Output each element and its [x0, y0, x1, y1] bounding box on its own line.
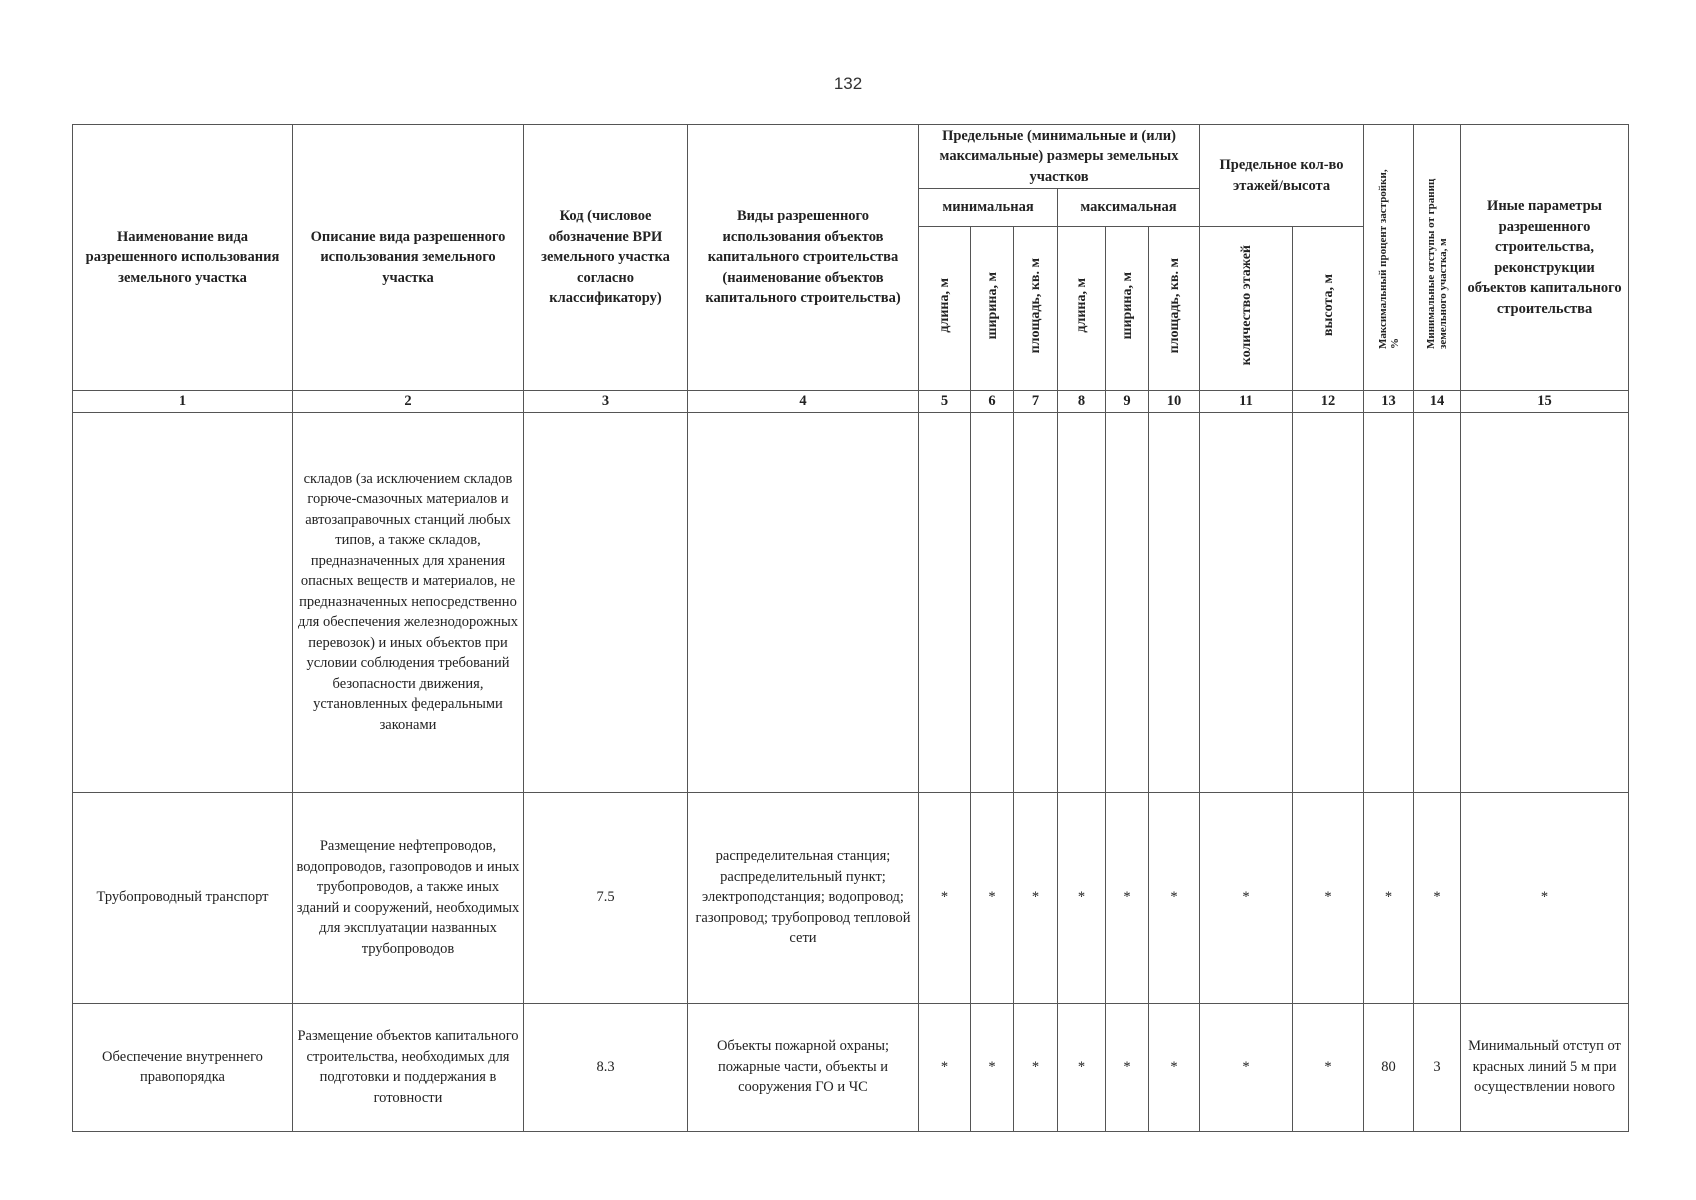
header-max-area: площадь, кв. м [1149, 227, 1200, 391]
col-number: 12 [1293, 391, 1364, 413]
build-percent-cell [1364, 412, 1414, 792]
header-build-percent: Максимальный процент застройки, % [1364, 125, 1414, 391]
height-cell: * [1293, 792, 1364, 1003]
use-name-cell [73, 412, 293, 792]
min-width-cell [971, 412, 1014, 792]
header-max-width: ширина, м [1106, 227, 1149, 391]
col-number: 3 [524, 391, 688, 413]
other-params-cell: * [1461, 792, 1629, 1003]
col-number: 7 [1014, 391, 1058, 413]
col-number: 6 [971, 391, 1014, 413]
col-number: 13 [1364, 391, 1414, 413]
max-length-cell: * [1058, 1003, 1106, 1131]
header-description: Описание вида разрешенного использования земельного участка [293, 125, 524, 391]
objects-cell [688, 412, 919, 792]
floors-cell: * [1200, 792, 1293, 1003]
min-length-cell: * [919, 1003, 971, 1131]
max-area-cell: * [1149, 1003, 1200, 1131]
column-numbers-row [73, 391, 1629, 413]
height-cell [1293, 412, 1364, 792]
header-row-1 [73, 125, 1629, 189]
col-number: 9 [1106, 391, 1149, 413]
page-number: 132 [833, 74, 863, 93]
height-cell: * [1293, 1003, 1364, 1131]
build-percent-cell: * [1364, 792, 1414, 1003]
col-number: 15 [1461, 391, 1629, 413]
col-number: 5 [919, 391, 971, 413]
col-number: 2 [293, 391, 524, 413]
header-floors: количество этажей [1200, 227, 1293, 391]
floors-cell [1200, 412, 1293, 792]
use-description-cell: Размещение объектов капитального строительства, необходимых для подготовки и поддержания в готовности [293, 1003, 524, 1131]
use-name-cell: Трубопроводный транспорт [73, 792, 293, 1003]
min-width-cell: * [971, 792, 1014, 1003]
header-min-area: площадь, кв. м [1014, 227, 1058, 391]
objects-cell: распределительная станция; распределительный пункт; электроподстанция; водопровод; газопровод; трубопровод тепловой сети [688, 792, 919, 1003]
max-width-cell: * [1106, 1003, 1149, 1131]
header-min-width: ширина, м [971, 227, 1014, 391]
min-width-cell: * [971, 1003, 1014, 1131]
min-area-cell [1014, 412, 1058, 792]
col-number: 1 [73, 391, 293, 413]
min-length-cell: * [919, 792, 971, 1003]
max-length-cell: * [1058, 792, 1106, 1003]
build-percent-cell: 80 [1364, 1003, 1414, 1131]
code-cell [524, 412, 688, 792]
col-number: 4 [688, 391, 919, 413]
header-name: Наименование вида разрешенного использования земельного участка [73, 125, 293, 391]
setback-cell [1414, 412, 1461, 792]
max-length-cell [1058, 412, 1106, 792]
use-description-cell: складов (за исключением складов горюче-смазочных материалов и автозаправочных станций любых типов, а также складов, предназначенных для хранения опасных веществ и материалов, не предназначенных непосредственно для обеспечения железнодорожных перевозок) и иных объектов при условии соблюдения требований безопасности движения, установленных федеральными законами [293, 412, 524, 792]
max-area-cell [1149, 412, 1200, 792]
regulations-table [72, 124, 1629, 1132]
setback-cell: * [1414, 792, 1461, 1003]
header-plot-sizes: Предельные (минимальные и (или) максимальные) размеры земельных участков [919, 125, 1200, 189]
table-row [73, 1003, 1629, 1131]
col-number: 10 [1149, 391, 1200, 413]
objects-cell: Объекты пожарной охраны; пожарные части, объекты и сооружения ГО и ЧС [688, 1003, 919, 1131]
other-params-cell [1461, 412, 1629, 792]
max-width-cell [1106, 412, 1149, 792]
header-max-length: длина, м [1058, 227, 1106, 391]
header-objects: Виды разрешенного использования объектов капитального строительства (наименование объектов капитального строительства) [688, 125, 919, 391]
table-row [73, 792, 1629, 1003]
col-number: 11 [1200, 391, 1293, 413]
other-params-cell: Минимальный отступ от красных линий 5 м при осуществлении нового [1461, 1003, 1629, 1131]
header-floors-height: Предельное кол-во этажей/высота [1200, 125, 1364, 227]
header-other-params: Иные параметры разрешенного строительства, реконструкции объектов капитального строительства [1461, 125, 1629, 391]
header-maximal: максимальная [1058, 189, 1200, 227]
header-code: Код (числовое обозначение ВРИ земельного участка согласно классификатору) [524, 125, 688, 391]
min-area-cell: * [1014, 792, 1058, 1003]
min-area-cell: * [1014, 1003, 1058, 1131]
col-number: 8 [1058, 391, 1106, 413]
use-description-cell: Размещение нефтепроводов, водопроводов, газопроводов и иных трубопроводов, а также иных зданий и сооружений, необходимых для эксплуатации названных трубопроводов [293, 792, 524, 1003]
header-minimal: минимальная [919, 189, 1058, 227]
use-name-cell: Обеспечение внутреннего правопорядка [73, 1003, 293, 1131]
table-row [73, 412, 1629, 792]
header-setbacks: Минимальные отступы от границ земельного участка, м [1414, 125, 1461, 391]
max-area-cell: * [1149, 792, 1200, 1003]
floors-cell: * [1200, 1003, 1293, 1131]
setback-cell: 3 [1414, 1003, 1461, 1131]
max-width-cell: * [1106, 792, 1149, 1003]
code-cell: 8.3 [524, 1003, 688, 1131]
min-length-cell [919, 412, 971, 792]
col-number: 14 [1414, 391, 1461, 413]
code-cell: 7.5 [524, 792, 688, 1003]
header-min-length: длина, м [919, 227, 971, 391]
header-height: высота, м [1293, 227, 1364, 391]
